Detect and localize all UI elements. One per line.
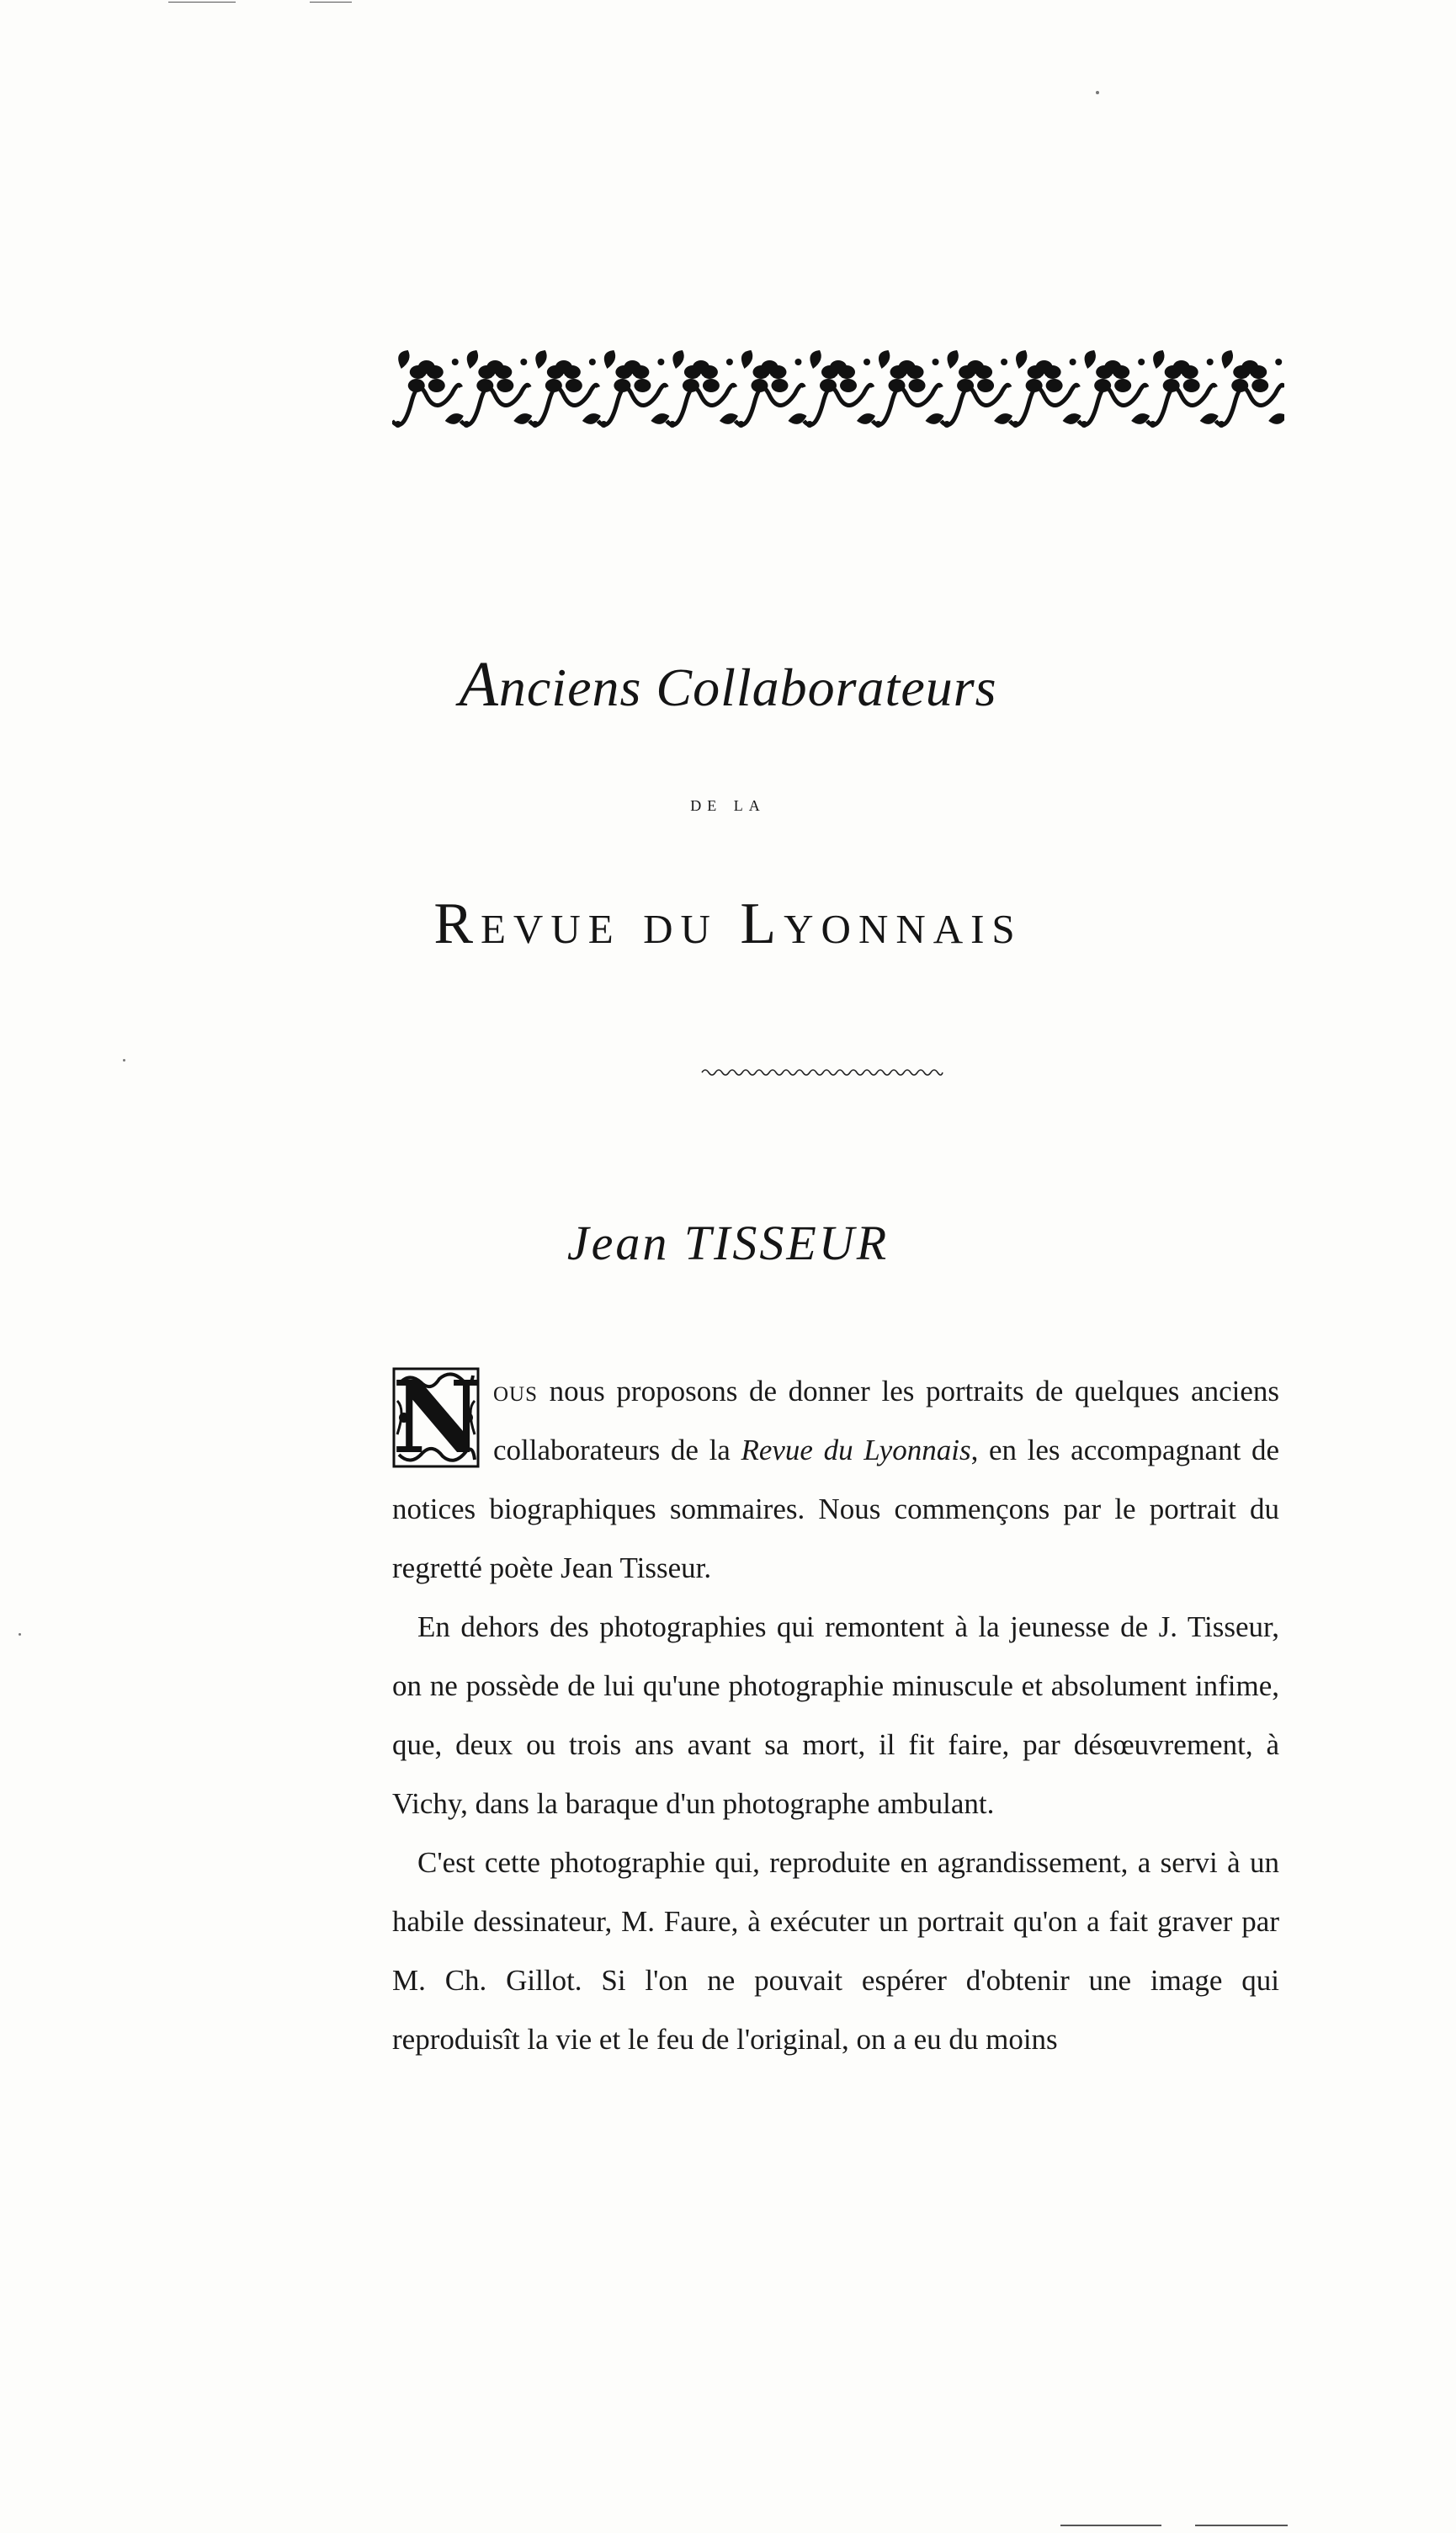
ornament-unit [598, 350, 670, 428]
scan-speck [19, 1633, 21, 1636]
title-lead-letter: A [459, 649, 499, 720]
ornament-unit [1010, 350, 1081, 428]
ornament-unit [1147, 350, 1219, 428]
floral-vine-ornament-icon [392, 343, 1284, 436]
paragraph-lead: ous [493, 1375, 539, 1408]
title-text: nciens Collaborateurs [498, 657, 997, 717]
wavy-rule-divider-icon [700, 1066, 944, 1079]
journal-reference: Revue du Lyonnais [741, 1434, 971, 1466]
ornament-unit [804, 350, 875, 428]
page-title [0, 648, 1456, 721]
drop-cap-letter: N [392, 1359, 483, 1476]
ornament-unit [1078, 350, 1150, 428]
scan-speck [1096, 91, 1099, 94]
scan-speck [123, 1059, 125, 1062]
ornament-unit [461, 350, 533, 428]
ornament-unit [392, 350, 464, 428]
ornament-unit [1215, 350, 1284, 428]
scan-edge-mark [310, 2, 352, 3]
paragraph-text: , en les accompagnant de notices biographiques sommaires. Nous commençons par le portrait du regretté poète Jean Tisseur. [392, 1434, 1279, 1584]
ornament-unit [529, 350, 601, 428]
ornament-unit [736, 350, 807, 428]
ornament-unit [941, 350, 1012, 428]
paragraph: En dehors des photographies qui remontent à la jeunesse de J. Tisseur, on ne possède de lui qu'une photographie minuscule et absolument infime, que, deux ou trois ans avant sa mort, il fit faire, par désœuvrement, à Vichy, dans la baraque d'un photographe ambulant. [392, 1610, 1279, 1820]
article-body [392, 1359, 1279, 2069]
title-connector: de la [690, 791, 766, 816]
scan-edge-mark [1195, 2525, 1288, 2526]
paragraph-text: nous proposons de donner les portraits de quelques anciens collaborateurs de la [493, 1375, 1279, 1466]
scan-edge-mark [1060, 2525, 1161, 2526]
paragraph: C'est cette photographie qui, reproduite en agrandissement, a servi à un habile dessinateur, M. Faure, à exécuter un portrait qu'on a fait graver par M. Ch. Gillot. Si l'on ne pouvait espérer d'obtenir une image qui reproduisît la vie et le feu de l'original, on a eu du moins [392, 1846, 1279, 2056]
journal-title: Revue du Lyonnais [433, 891, 1023, 956]
paragraph [392, 1359, 1279, 1598]
scan-edge-mark [168, 2, 236, 3]
article-heading: Jean TISSEUR [566, 1216, 890, 1270]
ornament-unit [667, 350, 738, 428]
drop-cap [392, 1359, 483, 1476]
ornament-unit [873, 350, 944, 428]
